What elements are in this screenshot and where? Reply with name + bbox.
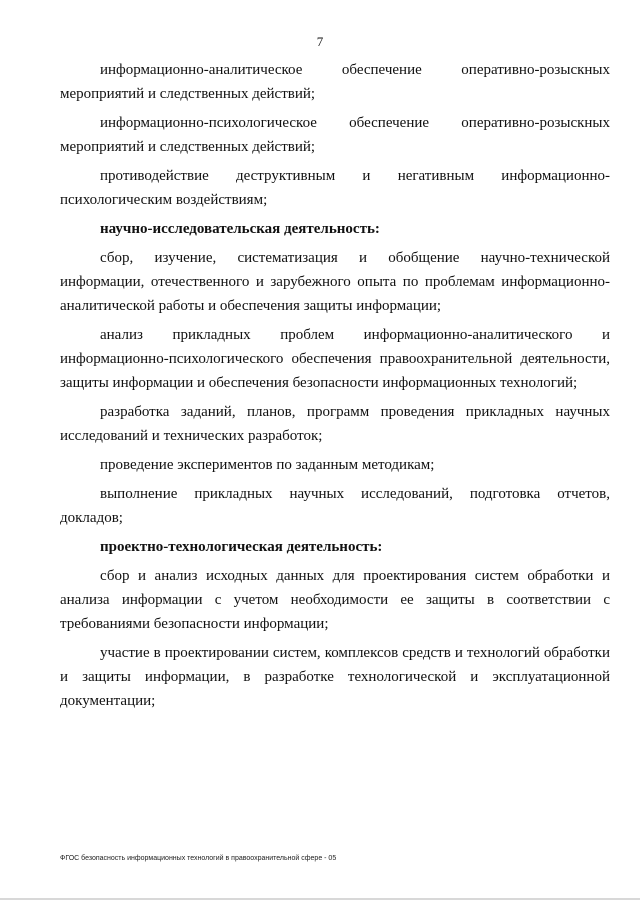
- paragraph: информационно-психологическое обеспечение оперативно-розыскных мероприятий и следственных действий;: [60, 115, 610, 155]
- document-body: [60, 58, 610, 718]
- paragraph: разработка заданий, планов, программ проведения прикладных научных исследований и технических разработок;: [60, 404, 610, 444]
- scan-edge-line: [0, 898, 640, 900]
- section-heading: проектно-технологическая деятельность:: [100, 539, 383, 555]
- paragraph: анализ прикладных проблем информационно-аналитического и информационно-психологического обеспечения правоохранительной деятельности, защиты информации и обеспечения безопасности информационных технологий;: [60, 327, 610, 391]
- section-heading: научно-исследовательская деятельность:: [100, 221, 380, 237]
- paragraph: участие в проектировании систем, комплексов средств и технологий обработки и защиты информации, в разработке технологической и эксплуатационной документации;: [60, 645, 610, 709]
- page-number: 7: [316, 34, 324, 49]
- paragraph: сбор и анализ исходных данных для проектирования систем обработки и анализа информации с учетом необходимости ее защиты в соответствии с требованиями безопасности информации;: [60, 568, 610, 632]
- page-footer: ФГОС безопасность информационных технологий в правоохранительной сфере - 05: [60, 855, 337, 862]
- paragraph: проведение экспериментов по заданным методикам;: [100, 457, 435, 473]
- paragraph: выполнение прикладных научных исследований, подготовка отчетов, докладов;: [60, 486, 610, 526]
- paragraph: информационно-аналитическое обеспечение оперативно-розыскных мероприятий и следственных действий;: [60, 62, 610, 102]
- paragraph: сбор, изучение, систематизация и обобщение научно-технической информации, отечественного и зарубежного опыта по проблемам информационно-аналитической работы и обеспечения защиты информации;: [60, 250, 610, 314]
- paragraph: противодействие деструктивным и негативным информационно-психологическим воздействиям;: [60, 168, 610, 208]
